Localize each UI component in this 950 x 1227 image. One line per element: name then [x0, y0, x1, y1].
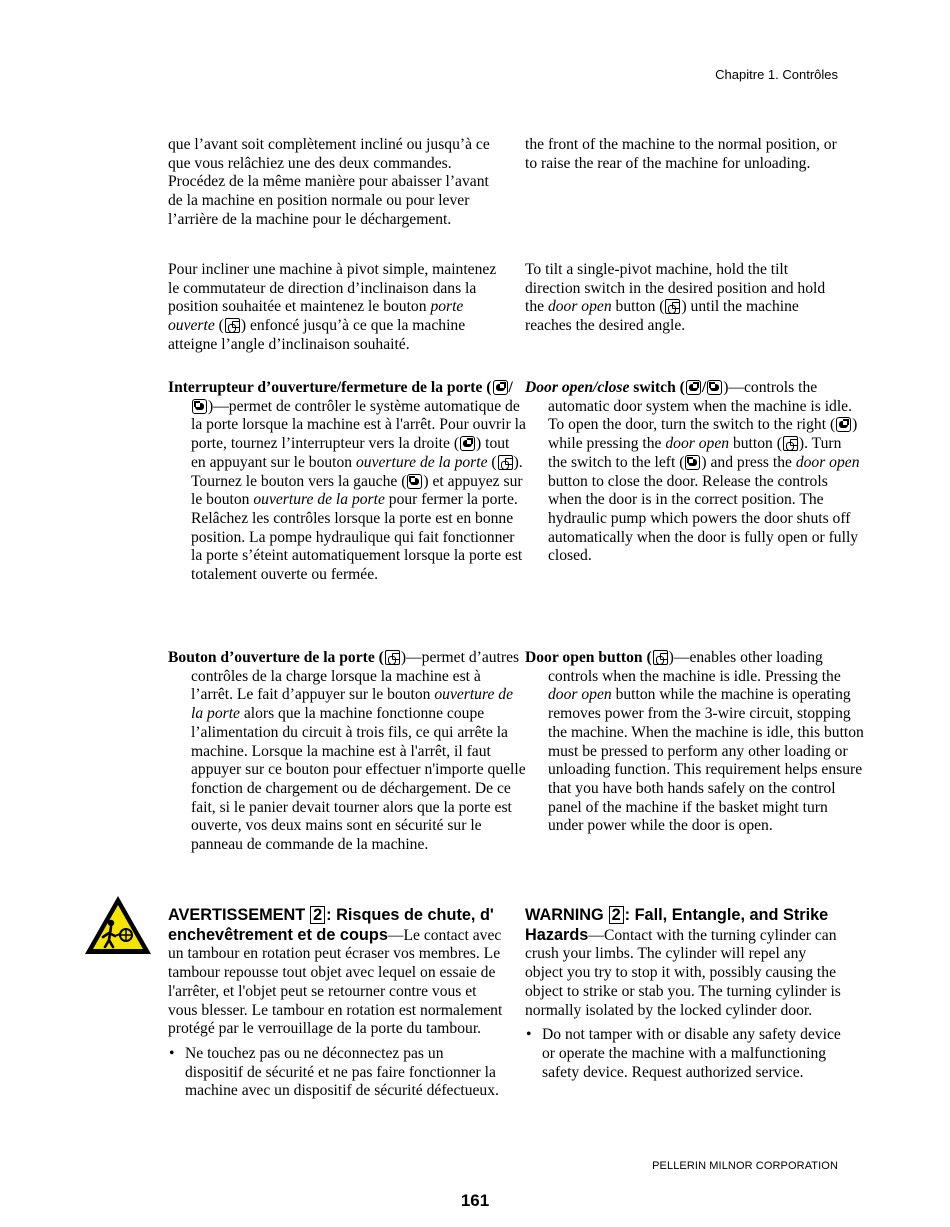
warning-body: —Le contact avec un tambour en rotation peut écraser vos membres. Le tambour repousse tout objet avec lequel on essaie de l'arrêter, et l'objet peut se retourner contre vous et vous blesser. Le tambour en rotation est normalement protégé par le verrouillage de la porte du tambour.	[168, 926, 503, 1038]
text-segment: )—enables other loading controls when the machine is idle. Pressing the	[548, 649, 841, 685]
switch-left-icon	[685, 455, 700, 470]
emphasis: ouverture de la porte	[191, 686, 514, 723]
page-number: 161	[460, 1191, 490, 1210]
footer-corporation: PELLERIN MILNOR CORPORATION	[652, 1160, 838, 1172]
single-pivot-en	[525, 261, 841, 336]
warning-number-badge: 2	[310, 906, 325, 924]
switch-left-icon	[707, 380, 722, 395]
emphasis: door open	[547, 298, 612, 316]
switch-right-icon	[493, 380, 508, 395]
warning-number-badge: 2	[609, 906, 624, 924]
door-open-button-icon	[498, 455, 513, 470]
text-segment: )—permet d’autres contrôles de la charge lorsque la machine est à l’arrêt. Le fait d’appuyer sur le bouton	[191, 649, 520, 704]
text-segment: ). Turn the switch to the left (	[548, 435, 842, 471]
text-segment: alors que la machine fonctionne coupe l’alimentation du circuit à trois fils, ce qui arrête la machine. Lorsque la machine est à l'arrêt, il faut appuyer sur ce bouton pour effectuer n'importe quelle fonction de chargement ou de déchargement. De ce fait, si le panier devait tourner alors que la porte est ouverte, vos deux mains sont en sécurité sur le panneau de commande de la machine.	[191, 705, 526, 854]
text-segment: button while the machine is operating removes power from the 3-wire circuit, stopping the machine. When the machine is idle, this button must be pressed to perform any other loading or unloading function. This requirement helps ensure that you have both hands safely on the control panel of the machine if the basket might turn under power while the door is open.	[548, 686, 864, 835]
text-segment: To tilt a single-pivot machine, hold the tilt direction switch in the desired position and hold the	[525, 261, 826, 316]
text-segment: pour fermer la porte. Relâchez les contrôles lorsque la porte est en bonne position. La pompe hydraulique qui fait fonctionner la porte s’éteint automatiquement lorsque la porte est totalement ouverte ou fermée.	[191, 491, 523, 584]
text-segment: ) et appuyez sur le bouton	[191, 472, 523, 509]
text-segment: ) and press the	[701, 453, 796, 471]
door-switch-fr	[168, 379, 526, 585]
tilt-continuation-fr: que l’avant soit complètement incliné ou jusqu’à ce que vous relâchiez une des deux commandes. Procédez de la même manière pour abaisser l’avant de la machine en position normale ou pour lever l’arrière de la machine pour le déchargement.	[168, 136, 490, 228]
list-item: • Do not tamper with or disable any safety device or operate the machine with a malfunctioning safety device. Request authorized service.	[525, 1026, 841, 1082]
warning-bullet-list	[168, 1045, 503, 1101]
emphasis: door open	[665, 435, 730, 453]
text-segment: Pour incliner une machine à pivot simple, maintenez le commutateur de direction d’inclinaison dans la position souhaitée et maintenez le bouton	[168, 261, 497, 316]
warning-triangle-icon	[82, 893, 154, 957]
warning-label: WARNING	[525, 906, 604, 924]
door-open-button-icon	[653, 650, 668, 665]
text-segment: ) while pressing the	[548, 416, 858, 453]
warning-en	[525, 906, 841, 1082]
text-segment: ) until the machine reaches the desired angle.	[525, 298, 799, 335]
emphasis: door open	[548, 686, 612, 704]
chapter-header: Chapitre 1. Contrôles	[715, 67, 838, 82]
warning-title: : Risques de chute, d' enchevêtrement et de coups	[168, 906, 494, 944]
list-item: • Ne touchez pas ou ne déconnectez pas un dispositif de sécurité et ne pas faire fonctionner la machine avec un dispositif de sécurité défectueux.	[168, 1045, 503, 1101]
warning-label: AVERTISSEMENT	[168, 906, 306, 924]
text-segment: button to close the door. Release the controls when the door is in the correct position. The hydraulic pump which powers the door shuts off automatically when the door is fully open or fully closed.	[548, 472, 859, 565]
switch-right-icon	[836, 417, 851, 432]
emphasis: porte ouverte	[168, 298, 464, 335]
emphasis: ouverture de la porte	[253, 491, 385, 509]
warning-title: : Fall, Entangle, and Strike Hazards	[525, 906, 829, 944]
door-switch-en	[525, 379, 864, 566]
text-segment: (	[482, 379, 492, 396]
switch-left-icon	[407, 474, 422, 489]
text-segment: /	[701, 379, 707, 396]
switch-right-icon	[460, 436, 475, 451]
text-segment: ). Tournez le bouton vers la gauche (	[191, 453, 523, 490]
door-switch-title: switch	[629, 379, 676, 396]
door-button-title: Bouton d’ouverture de la porte	[168, 649, 375, 666]
text-segment: (	[642, 649, 652, 666]
text-segment: (	[487, 453, 497, 471]
text-segment: (	[214, 317, 224, 335]
warning-fr	[168, 906, 503, 1101]
warning-body: —Contact with the turning cylinder can crush your limbs. The cylinder will repel any object you try to stop it with, possibly causing the object to strike or stab you. The turning cylinder is normally isolated by the locked cylinder door.	[525, 926, 841, 1019]
door-button-en	[525, 649, 864, 836]
switch-right-icon	[686, 380, 701, 395]
emphasis: door open	[795, 453, 860, 471]
switch-left-icon	[192, 399, 207, 414]
text-segment: )—controls the automatic door system when the machine is idle. To open the door, turn the switch to the right (	[548, 379, 853, 434]
single-pivot-fr	[168, 261, 503, 355]
door-switch-title: Interrupteur d’ouverture/fermeture de la porte	[168, 379, 483, 396]
text-segment: /	[508, 379, 513, 396]
tilt-continuation-en: the front of the machine to the normal position, or to raise the rear of the machine for unloading.	[525, 136, 837, 172]
text-segment: button (	[611, 298, 665, 316]
door-open-button-icon	[385, 650, 400, 665]
door-switch-title-italic: Door open/close	[525, 379, 630, 396]
text-segment: (	[675, 379, 685, 396]
door-open-button-icon	[783, 436, 798, 451]
text-segment: ) enfoncé jusqu’à ce que la machine atteigne l’angle d’inclinaison souhaité.	[168, 317, 466, 353]
text-segment: (	[374, 649, 384, 666]
warning-bullet-list	[525, 1026, 841, 1082]
text-segment: )—permet de contrôler le système automatique de la porte lorsque la machine est à l'arrêt. Pour ouvrir la porte, tournez l’interrupteur vers la droite (	[191, 397, 526, 453]
emphasis: ouverture de la porte	[356, 453, 488, 471]
door-open-button-icon	[225, 318, 240, 333]
door-open-button-icon	[665, 299, 680, 314]
text-segment: ) tout en appuyant sur le bouton	[191, 435, 510, 471]
door-button-title: Door open button	[525, 649, 643, 666]
text-segment: button (	[729, 435, 782, 453]
door-button-fr	[168, 649, 526, 855]
